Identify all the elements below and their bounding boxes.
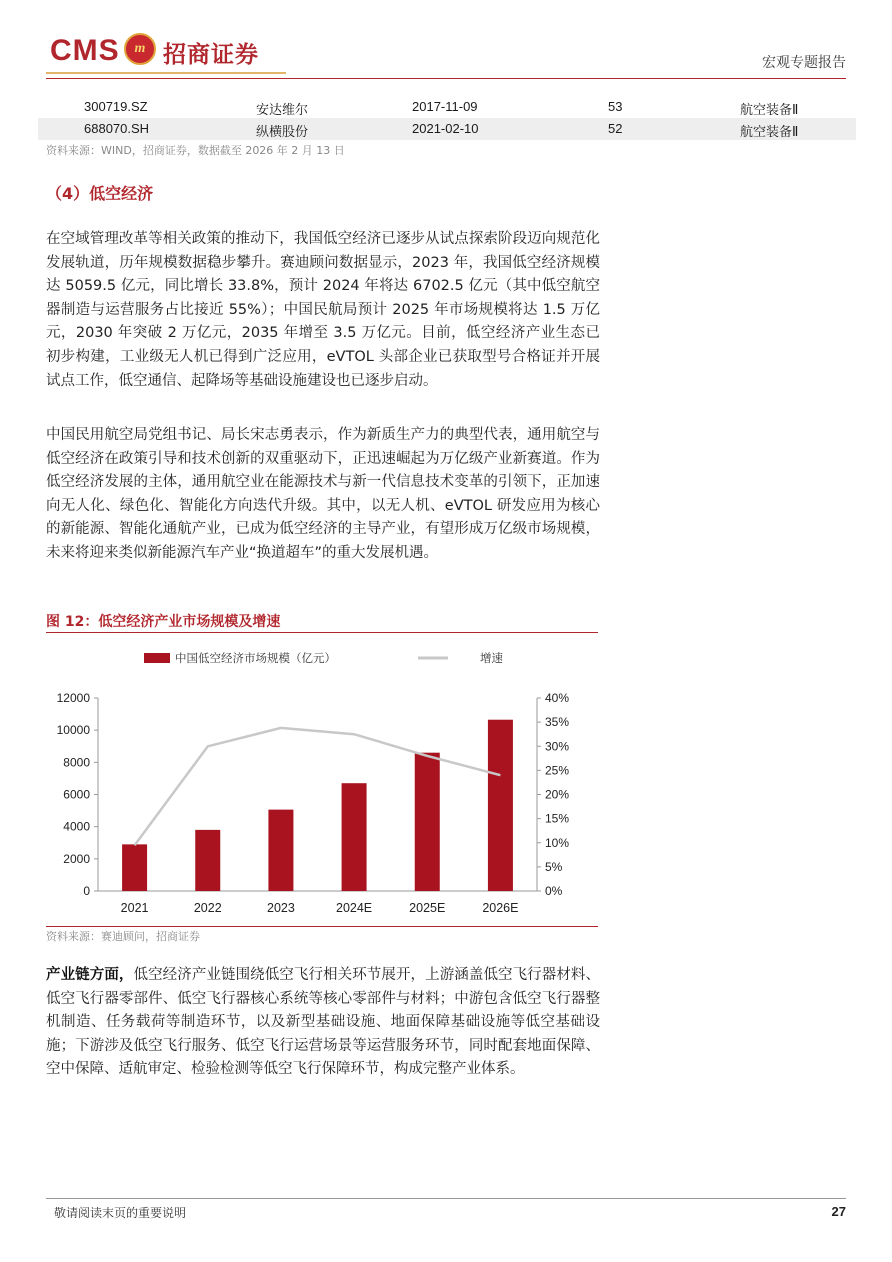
table-row <box>38 96 856 119</box>
y-tick-label-right: 25% <box>545 763 570 778</box>
table-cell-name: 纵横股份 <box>256 125 309 140</box>
report-type: 宏观专题报告 <box>762 55 846 71</box>
paragraph-3-lead: 产业链方面， <box>46 967 134 983</box>
legend-label-bar: 中国低空经济市场规模（亿元） <box>175 653 336 665</box>
y-tick-label-left: 10000 <box>56 723 90 738</box>
bar-2023 <box>268 810 293 891</box>
logo-badge-icon: m <box>124 33 156 65</box>
header-accent-line <box>46 72 286 74</box>
y-tick-label-right: 40% <box>545 691 570 705</box>
x-tick-label: 2025E <box>409 901 446 915</box>
x-tick-label: 2023 <box>267 901 295 915</box>
table-cell-date: 2017-11-09 <box>412 99 478 114</box>
x-tick-label: 2026E <box>482 901 519 915</box>
y-tick-label-right: 20% <box>545 787 570 802</box>
page-number: 27 <box>831 1204 846 1219</box>
y-tick-label-right: 10% <box>545 835 570 850</box>
y-tick-label-right: 30% <box>545 739 570 754</box>
y-tick-label-right: 5% <box>545 859 563 874</box>
paragraph-3-body: 低空经济产业链围绕低空飞行相关环节展开，上游涵盖低空飞行器材料、低空飞行器零部件、低空飞行器核心系统等核心零部件与材料；中游包含低空飞行器整机制造、任务载荷等制造环节，以及新型基础设施、地面保障基础设施等低空基础设施；下游涉及低空飞行服务、低空飞行运营场景等运营服务环节，同时配套地面保障、空中保障、适航审定、检验检测等低空飞行保障环节，构成完整产业体系。 <box>46 967 601 1078</box>
x-tick-label: 2024E <box>336 901 373 915</box>
y-tick-label-left: 4000 <box>63 819 90 834</box>
section-title: （4）低空经济 <box>46 184 154 203</box>
growth-line <box>135 728 501 845</box>
header-divider <box>46 78 846 79</box>
table-row <box>38 118 856 140</box>
y-tick-label-right: 0% <box>545 884 563 898</box>
bar-2021 <box>122 844 147 891</box>
y-tick-label-left: 12000 <box>56 691 90 705</box>
table-cell-value: 52 <box>608 121 623 136</box>
bar-2024E <box>342 783 367 891</box>
bar-2022 <box>195 830 220 891</box>
market-size-chart <box>38 640 608 922</box>
table-cell-name: 安达维尔 <box>256 103 309 118</box>
figure-top-rule <box>46 632 598 633</box>
bar-2026E <box>488 720 513 891</box>
table-cell-code: 688070.SH <box>84 121 150 136</box>
y-tick-label-left: 0 <box>83 884 90 898</box>
logo-cn-text: 招商证券 <box>163 42 259 68</box>
table-cell-industry: 航空装备Ⅱ <box>740 103 799 118</box>
table-cell-value: 53 <box>608 99 623 114</box>
y-tick-label-right: 15% <box>545 811 570 826</box>
legend-label-line: 增速 <box>480 653 503 665</box>
footer-divider <box>46 1198 846 1199</box>
figure-source: 资料来源：赛迪顾问，招商证券 <box>46 930 200 943</box>
x-tick-label: 2022 <box>193 901 222 915</box>
bar-2025E <box>415 753 440 891</box>
y-tick-label-left: 2000 <box>63 851 90 866</box>
paragraph-2: 中国民用航空局党组书记、局长宋志勇表示，作为新质生产力的典型代表，通用航空与低空经济在政策引导和技术创新的双重驱动下，正迅速崛起为万亿级产业新赛道。作为低空经济发展的主体，通用航空业在能源技术与新一代信息技术变革的引领下，正加速向无人化、绿色化、智能化方向迭代升级。其中，以无人机、eVTOL 研发应用为核心的新能源、智能化通航产业，已成为低空经济的主导产业，有望形成万亿级市场规模，未来将迎来类似新能源汽车产业“换道超车”的重大发展机遇。 <box>46 427 600 561</box>
figure-title: 图 12：低空经济产业市场规模及增速 <box>46 614 281 630</box>
figure-bottom-rule <box>46 926 598 927</box>
x-tick-label: 2021 <box>120 901 149 915</box>
table-cell-industry: 航空装备Ⅱ <box>740 125 799 140</box>
logo-cms-text: CMS <box>50 34 120 67</box>
y-tick-label-left: 8000 <box>63 755 90 770</box>
paragraph-1: 在空域管理改革等相关政策的推动下，我国低空经济已逐步从试点探索阶段迈向规范化发展轨道，历年规模数据稳步攀升。赛迪顾问数据显示，2023 年，我国低空经济规模达 5059.5 亿元，同比增长 33.8%，预计 2024 年将达 6702.5 亿元（其中低空航空器制造与运营服务占比接近 55%）；中国民航局预计 2025 年市场规模将达 1.5 万亿元，2030 年突破 2 万亿元，2035 年增至 3.5 万亿元。目前，低空经济产业生态已初步构建，工业级无人机已得到广泛应用，eVTOL 头部企业已获取型号合格证并开展试点工作，低空通信、起降场等基础设施建设也已逐步启动。 <box>46 231 600 389</box>
table-cell-code: 300719.SZ <box>84 99 148 114</box>
y-tick-label-left: 6000 <box>63 787 90 802</box>
y-tick-label-right: 35% <box>545 715 570 730</box>
table-cell-date: 2021-02-10 <box>412 121 479 136</box>
table-source: 资料来源：WIND，招商证券，数据截至 2026 年 2 月 13 日 <box>46 144 345 157</box>
paragraph-3 <box>46 964 600 1082</box>
legend-swatch-bar <box>144 653 170 663</box>
footer-note: 敬请阅读末页的重要说明 <box>54 1206 187 1220</box>
